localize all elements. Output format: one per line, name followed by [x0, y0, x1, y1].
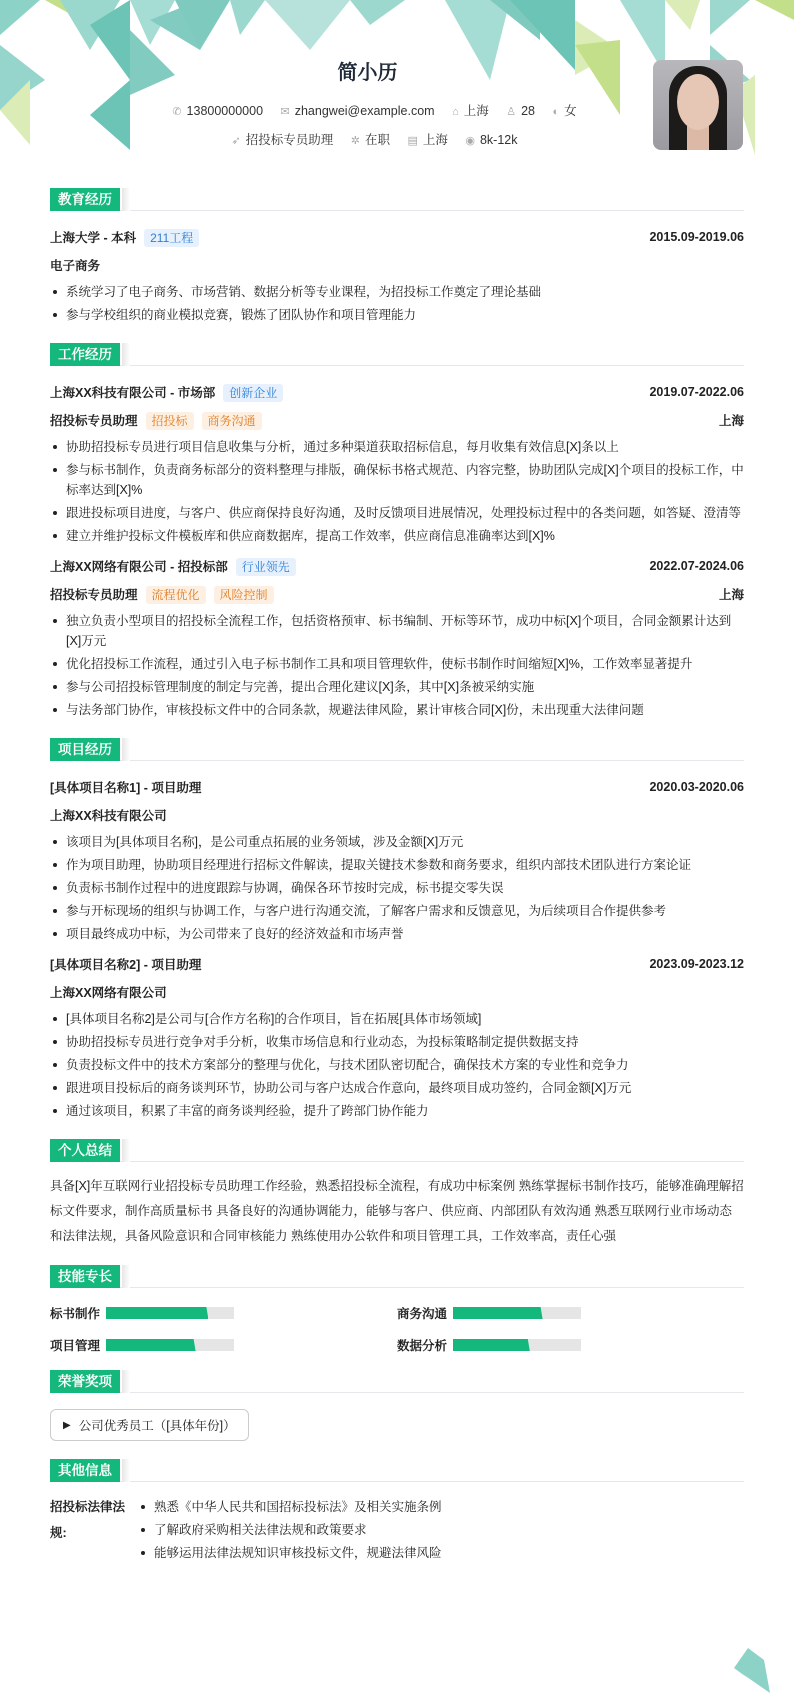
project-name: [具体项目名称2] - 项目助理: [50, 958, 202, 972]
skill-bar: [106, 1339, 234, 1351]
list-item: 跟进投标项目进度，与客户、供应商保持良好沟通，及时反馈项目进展情况，处理投标过程中的各类问题，如答疑、澄清等: [50, 503, 744, 523]
list-item: 独立负责小型项目的招投标全流程工作，包括资格预审、标书编制、开标等环节，成功中标[X]个项目，合同金额累计达到[X]万元: [50, 611, 744, 651]
position: 招投标专员助理: [245, 133, 334, 147]
list-item: 了解政府采购相关法律法规和政策要求: [138, 1520, 442, 1540]
work-city: 上海: [718, 588, 744, 602]
section-summary: 个人总结: [50, 1139, 744, 1162]
section-education: 教育经历: [50, 188, 744, 211]
work-entry-header: [50, 378, 744, 406]
skill-item: [397, 1336, 744, 1354]
salary-icon: ◉: [465, 135, 475, 147]
list-item: 项目最终成功中标，为公司带来了良好的经济效益和市场声誉: [50, 924, 744, 944]
list-item: 负责投标文件中的技术方案部分的整理与优化，与技术团队密切配合，确保技术方案的专业性和竞争力: [50, 1055, 744, 1075]
building-icon: ▤: [407, 135, 418, 147]
work-entry-header: [50, 552, 744, 580]
company-tag: 创新企业: [223, 384, 283, 402]
list-item: 系统学习了电子商务、市场营销、数据分析等专业课程，为招投标工作奠定了理论基础: [50, 282, 744, 302]
project-date: 2023.09-2023.12: [649, 957, 744, 971]
section-other: 其他信息: [50, 1459, 744, 1482]
project-date: 2020.03-2020.06: [649, 780, 744, 794]
city: 上海: [463, 104, 489, 118]
role: 招投标专员助理: [50, 413, 138, 428]
resume-header: [0, 0, 794, 178]
role: 招投标专员助理: [50, 587, 138, 602]
skill-item: [397, 1304, 744, 1322]
list-item: 通过该项目，积累了丰富的商务谈判经验，提升了跨部门协作能力: [50, 1101, 744, 1121]
list-item: 与法务部门协作，审核投标文件中的合同条款，规避法律风险，累计审核合同[X]份，未出现重大法律问题: [50, 700, 744, 720]
candidate-name: 简小历: [337, 62, 398, 84]
list-item: 参与公司招投标管理制度的制定与完善，提出合理化建议[X]条，其中[X]条被采纳实施: [50, 677, 744, 697]
work-date: 2019.07-2022.06: [649, 385, 744, 399]
skill-bar-fill: [453, 1307, 543, 1319]
email-icon: ✉: [280, 106, 290, 118]
role-tag: 风险控制: [214, 586, 274, 604]
skill-name: 数据分析: [397, 1339, 448, 1353]
list-item: 跟进项目投标后的商务谈判环节，协助公司与客户达成合作意向，最终项目成功签约，合同金额[X]万元: [50, 1078, 744, 1098]
section-honors: 荣誉奖项: [50, 1370, 744, 1393]
honor-item[interactable]: ▶ 公司优秀员工（[具体年份]）: [50, 1409, 249, 1441]
email: zhangwei@example.com: [294, 104, 435, 118]
avatar: [653, 60, 743, 150]
list-item: 作为项目助理，协助项目经理进行招标文件解读，提取关键技术参数和商务要求，组织内部技术团队进行方案论证: [50, 855, 744, 875]
section-projects: 项目经历: [50, 738, 744, 761]
intent-row: [0, 130, 735, 148]
school: 上海大学 - 本科: [50, 230, 137, 245]
list-item: 协助招投标专员进行项目信息收集与分析，通过多种渠道获取招标信息，每月收集有效信息[X]条以上: [50, 437, 744, 457]
role-tag: 流程优化: [146, 586, 206, 604]
skill-item: [50, 1336, 397, 1354]
caret-right-icon: ▶: [63, 1419, 71, 1431]
send-icon: ➶: [231, 135, 241, 147]
list-item: 参与标书制作，负责商务标部分的资料整理与排版，确保标书格式规范、内容完整，协助团队完成[X]个项目的投标工作，中标率达到[X]%: [50, 460, 744, 500]
list-item: 负责标书制作过程中的进度跟踪与协调，确保各环节按时完成，标书提交零失误: [50, 878, 744, 898]
skill-bar: [106, 1307, 234, 1319]
section-skills: 技能专长: [50, 1265, 744, 1288]
list-item: 熟悉《中华人民共和国招标投标法》及相关实施条例: [138, 1497, 442, 1517]
status-icon: ✲: [350, 135, 360, 147]
project-name: [具体项目名称1] - 项目助理: [50, 781, 202, 795]
skill-item: [50, 1304, 397, 1322]
target-city: 上海: [422, 133, 448, 147]
status: 在职: [364, 133, 390, 147]
age-icon: ♙: [506, 106, 517, 118]
skill-bar-fill: [106, 1339, 196, 1351]
work-date: 2022.07-2024.06: [649, 559, 744, 573]
corner-decoration: [734, 1648, 774, 1693]
gender-icon: ◐: [552, 106, 560, 118]
work-city: 上海: [718, 414, 744, 428]
home-icon: ⌂: [452, 106, 459, 118]
phone: 13800000000: [186, 104, 264, 118]
list-item: [具体项目名称2]是公司与[合作方名称]的合作项目，旨在拓展[具体市场领域]: [50, 1009, 744, 1029]
list-item: 参与学校组织的商业模拟竞赛，锻炼了团队协作和项目管理能力: [50, 305, 744, 325]
company: 上海XX科技有限公司 - 市场部: [50, 385, 216, 400]
list-item: 优化招投标工作流程，通过引入电子标书制作工具和项目管理软件，使标书制作时间缩短[X]%，工作效率显著提升: [50, 654, 744, 674]
role-tag: 招投标: [146, 412, 194, 430]
skill-name: 标书制作: [50, 1307, 101, 1321]
list-item: 参与开标现场的组织与协调工作，与客户进行沟通交流，了解客户需求和反馈意见，为后续项目合作提供参考: [50, 901, 744, 921]
list-item: 建立并维护投标文件模板库和供应商数据库，提高工作效率，供应商信息准确率达到[X]%: [50, 526, 744, 546]
company: 上海XX网络有限公司 - 招投标部: [50, 559, 228, 574]
contact-row: [0, 101, 735, 119]
phone-icon: ✆: [172, 106, 182, 118]
summary-text: 具备[X]年互联网行业招投标专员助理工作经验，熟悉招投标全流程，有成功中标案例 熟练掌握标书制作技巧，能够准确理解招标文件要求，制作高质量标书 具备良好的沟通协调能力，能够与客户、供应商、内部团队有效沟通 熟悉互联网行业市场动态和法律法规，具备风险意识和合同审核能力 熟练使用办公软件和项目管理工具，工作效率高，责任心强: [50, 1179, 744, 1243]
skill-bar-fill: [106, 1307, 208, 1319]
skill-bar: [453, 1339, 581, 1351]
skill-bar: [453, 1307, 581, 1319]
skill-bar-fill: [453, 1339, 530, 1351]
gender: 女: [564, 104, 577, 118]
edu-date: 2015.09-2019.06: [649, 230, 744, 244]
role-tag: 商务沟通: [202, 412, 262, 430]
other-label: 招投标法律法规:: [50, 1500, 126, 1540]
list-item: 能够运用法律法规知识审核投标文件，规避法律风险: [138, 1543, 442, 1563]
school-tag: 211工程: [144, 229, 199, 247]
skill-name: 项目管理: [50, 1339, 101, 1353]
list-item: 协助招投标专员进行竞争对手分析，收集市场信息和行业动态，为投标策略制定提供数据支持: [50, 1032, 744, 1052]
project-company: 上海XX网络有限公司: [50, 986, 167, 1000]
company-tag: 行业领先: [236, 558, 296, 576]
salary: 8k-12k: [479, 133, 518, 147]
section-work: 工作经历: [50, 343, 744, 366]
age: 28: [521, 104, 535, 118]
project-company: 上海XX科技有限公司: [50, 809, 167, 823]
skill-name: 商务沟通: [397, 1307, 448, 1321]
list-item: 该项目为[具体项目名称]，是公司重点拓展的业务领域，涉及金额[X]万元: [50, 832, 744, 852]
major: 电子商务: [50, 259, 101, 273]
